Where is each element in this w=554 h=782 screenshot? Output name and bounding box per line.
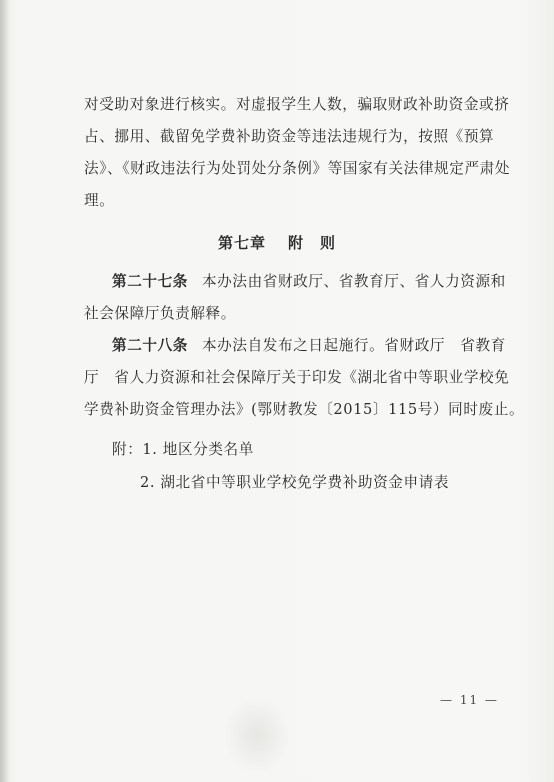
article-28-label: 第二十八条 [112,337,188,354]
article-27-line-2: 社会保障厅负责解释。 [84,305,236,322]
attachment-item-2: 2. 湖北省中等职业学校免学费补助资金申请表 [140,474,450,491]
article-28-line-1 [112,336,506,356]
article-27-line-1 [112,272,506,292]
chapter-title: 第七章 [217,234,266,252]
page-number: — 11 — [440,693,499,707]
paragraph-line: 对受助对象进行核实。对虚报学生人数，骗取财政补助资金或挤 [84,96,510,113]
chapter-suffix: 附 则 [288,234,337,252]
attachment-item-1 [112,440,484,460]
attachment-prefix: 附： [112,441,143,458]
paragraph-line: 理。 [84,192,115,209]
attachment-1-text: 1. 地区分类名单 [142,441,254,458]
article-28-line-2: 厅 省人力资源和社会保障厅关于印发《湖北省中等职业学校免 [84,369,510,386]
article-28-line-3: 学费补助资金管理办法》(鄂财教发〔2015〕115号）同时废止。 [84,401,525,418]
paragraph-line: 法》、《财政违法行为处罚处分条例》等国家有关法律规定严肃处 [84,160,511,177]
article-27-label: 第二十七条 [112,273,188,290]
scan-edge-shadow [0,0,10,782]
chapter-heading [0,232,554,253]
article-27-text: 本办法由省财政厅、省教育厅、省人力资源和 [201,273,506,290]
scan-smudge [222,695,292,775]
article-28-text: 本办法自发布之日起施行。省财政厅 省教育 [201,337,506,354]
paragraph-line: 占、挪用、截留免学费补助资金等违法违规行为，按照《预算 [84,128,495,145]
